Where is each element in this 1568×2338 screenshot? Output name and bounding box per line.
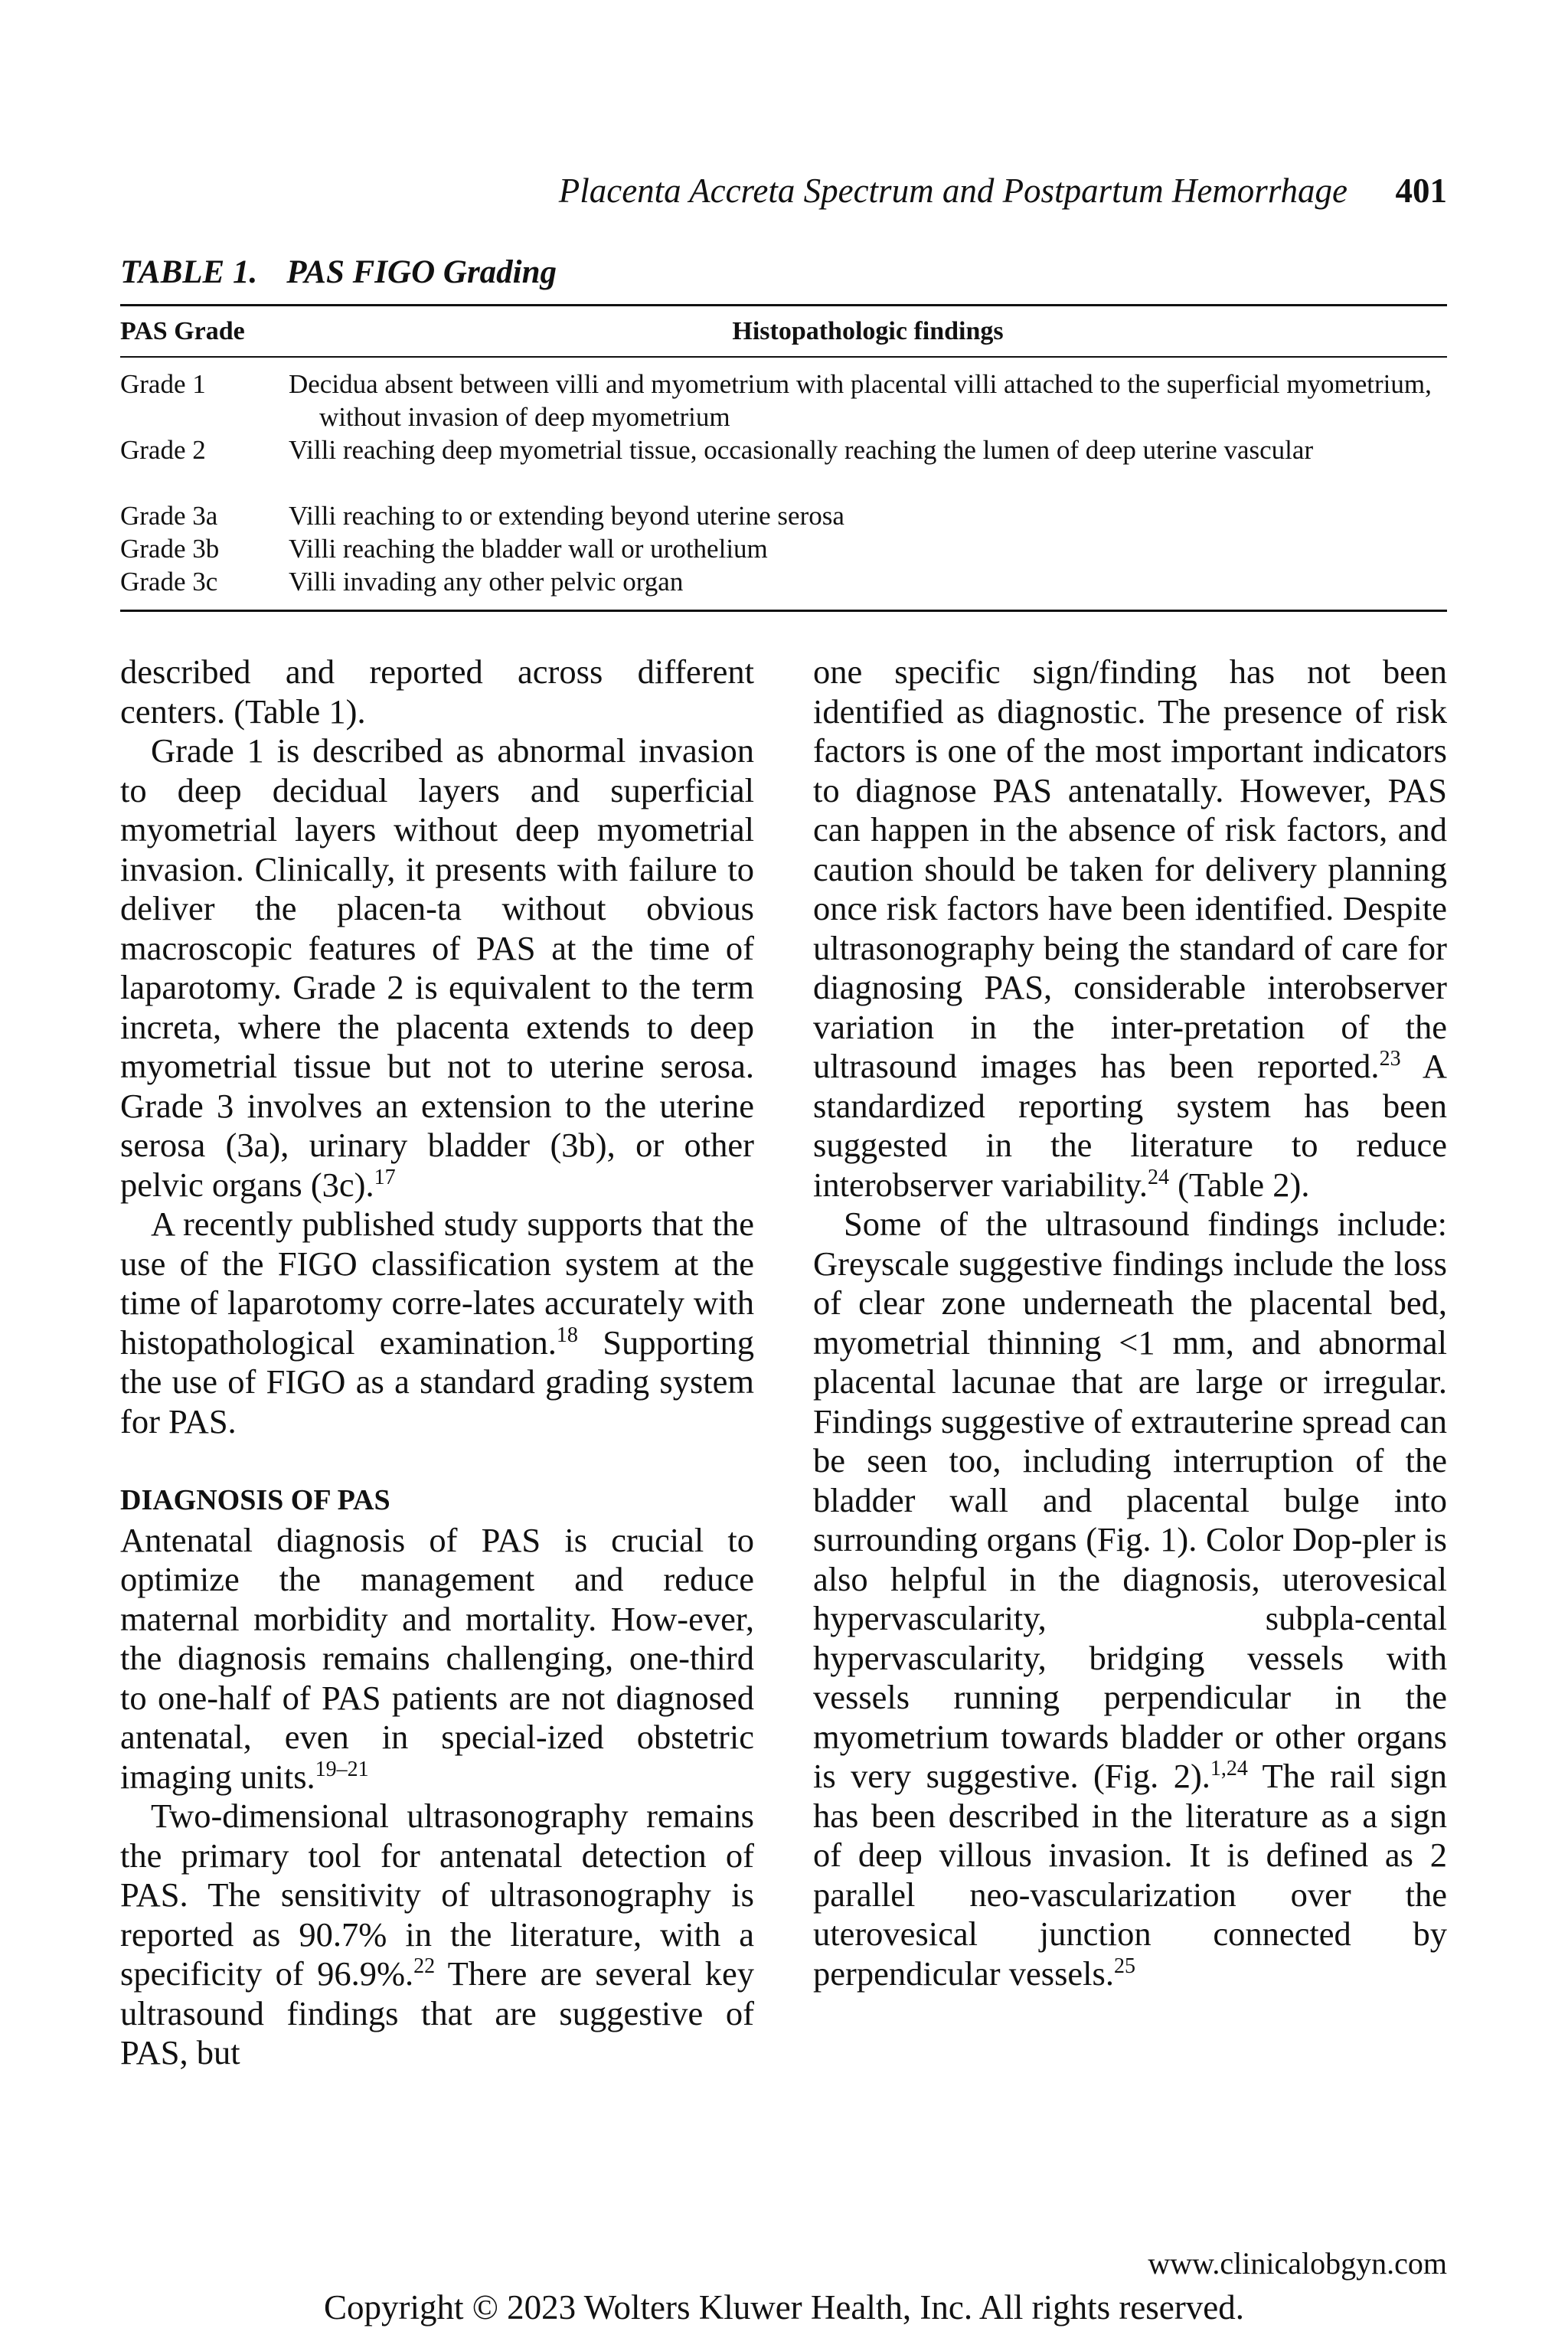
citation: 24 <box>1148 1165 1170 1189</box>
right-column <box>813 652 1447 1993</box>
table-header-rule <box>120 356 1447 358</box>
paragraph-text: A standardized reporting system has been suggested in the literature to reduce interobserver variability. <box>813 1047 1447 1204</box>
paragraph <box>120 1205 754 1441</box>
citation: 19–21 <box>315 1757 369 1781</box>
table-header-grade: PAS Grade <box>120 317 245 345</box>
table-cell-grade: Grade 3c <box>120 567 218 597</box>
paragraph <box>813 652 1447 1205</box>
citation: 1,24 <box>1210 1757 1248 1781</box>
paragraph-text: (Table 2). <box>1169 1165 1310 1204</box>
left-column <box>120 652 754 2073</box>
running-title: Placenta Accreta Spectrum and Postpartum Hemorrhage <box>558 172 1348 210</box>
table-cell-finding: Villi reaching to or extending beyond uterine serosa <box>289 501 844 531</box>
paragraph-text: Grade 1 is described as abnormal invasion to deep decidual layers and superficial myometrial layers without deep myometrial invasion. Clinically, it presents with failure to deliver the placen-ta without obvious macroscopic features of PAS at the time of laparotomy. Grade 2 is equivalent to the term increta, where the placenta extends to deep myometrial tissue but not to uterine serosa. Grade 3 involves an extension to the uterine serosa (3a), urinary bladder (3b), or other pelvic organs (3c). <box>120 731 754 1204</box>
table-cell-finding: Villi invading any other pelvic organ <box>289 567 684 597</box>
citation: 23 <box>1379 1047 1401 1071</box>
table-cell-grade: Grade 1 <box>120 369 206 399</box>
citation: 25 <box>1113 1954 1135 1978</box>
table-header-findings: Histopathologic findings <box>732 317 1004 345</box>
table-caption <box>120 253 557 293</box>
table-cell-grade: Grade 2 <box>120 435 206 465</box>
paragraph-text: one specific sign/finding has not been identified as diagnostic. The presence of risk factors is one of the most important indicators to diagnose PAS antenatally. However, PAS can happen in the absence of risk factors, and caution should be taken for delivery planning once risk factors have been identified. Despite ultrasonography being the standard of care for diagnosing PAS, considerable interobserver variation in the inter-pretation of the ultrasound images has been reported. <box>813 652 1447 1085</box>
table-cell-grade: Grade 3a <box>120 501 218 531</box>
table-title: PAS FIGO Grading <box>286 254 557 290</box>
paragraph-text: Supporting the use of FIGO as a standard grading system for PAS. <box>120 1323 754 1440</box>
paragraph-text: The rail sign has been described in the literature as a sign of deep villous invasion. It is defined as 2 parallel neo-vascularization over the uterovesical junction connected by perpendicular vessels. <box>813 1757 1448 1993</box>
table-cell-finding: Decidua absent between villi and myometrium with placental villi attached to the superficial myometrium, without invasion of deep myometrium <box>289 369 1432 432</box>
paragraph-text: Some of the ultrasound findings include: Greyscale suggestive findings include the loss of clear zone underneath the placental bed, myometrial thinning <1 mm, and abnormal placental lacunae that are large or irregular. Findings suggestive of extrauterine spread can be seen too, including interruption of the bladder wall and placental bulge into surrounding organs (Fig. 1). Color Dop-pler is also helpful in the diagnosis, uterovesical hypervascularity, subpla-cental hypervascularity, bridging vessels with vessels running perpendicular in the myometrium towards bladder or other organs is very suggestive. (Fig. 2). <box>813 1205 1447 1795</box>
paragraph-text: A recently published study supports that the use of the FIGO classification system at the time of laparotomy corre-lates accurately with histopathological examination. <box>120 1205 754 1362</box>
table-label: TABLE 1. <box>120 254 258 290</box>
page-number: 401 <box>1395 172 1447 210</box>
paragraph-text: There are several key ultrasound findings that are suggestive of PAS, but <box>120 1954 755 2072</box>
table-cell-finding: Villi reaching the bladder wall or urothelium <box>289 534 768 564</box>
table-cell-finding: Villi reaching deep myometrial tissue, occasionally reaching the lumen of deep uterine vascular <box>289 435 1314 465</box>
table-cell-grade: Grade 3b <box>120 534 220 564</box>
table-bottom-rule <box>120 610 1447 612</box>
paragraph-text: Antenatal diagnosis of PAS is crucial to optimize the management and reduce maternal morbidity and mortality. How-ever, the diagnosis remains challenging, one-third to one-half of PAS patients are not diagnosed antenatal, even in special-ized obstetric imaging units. <box>120 1520 754 1796</box>
paragraph <box>120 731 754 1205</box>
footer-copyright: Copyright © 2023 Wolters Kluwer Health, Inc. All rights reserved. <box>323 2288 1244 2327</box>
citation: 18 <box>556 1323 578 1347</box>
footer-url[interactable]: www.clinicalobgyn.com <box>1148 2246 1447 2281</box>
paragraph <box>813 1205 1447 1993</box>
paragraph: described and reported across different centers. (Table 1). <box>120 652 754 731</box>
citation: 17 <box>374 1165 396 1189</box>
citation: 22 <box>413 1954 436 1979</box>
paragraph-text: Two-dimensional ultrasonography remains the primary tool for antenatal detection of PAS. The sensitivity of ultrasonography is reported as 90.7% in the literature, with a specificity of 96.9%. <box>120 1797 754 1993</box>
table-top-rule <box>120 304 1447 306</box>
paragraph <box>120 1521 754 1797</box>
section-heading: DIAGNOSIS OF PAS <box>120 1484 390 1516</box>
paragraph <box>120 1797 754 2073</box>
